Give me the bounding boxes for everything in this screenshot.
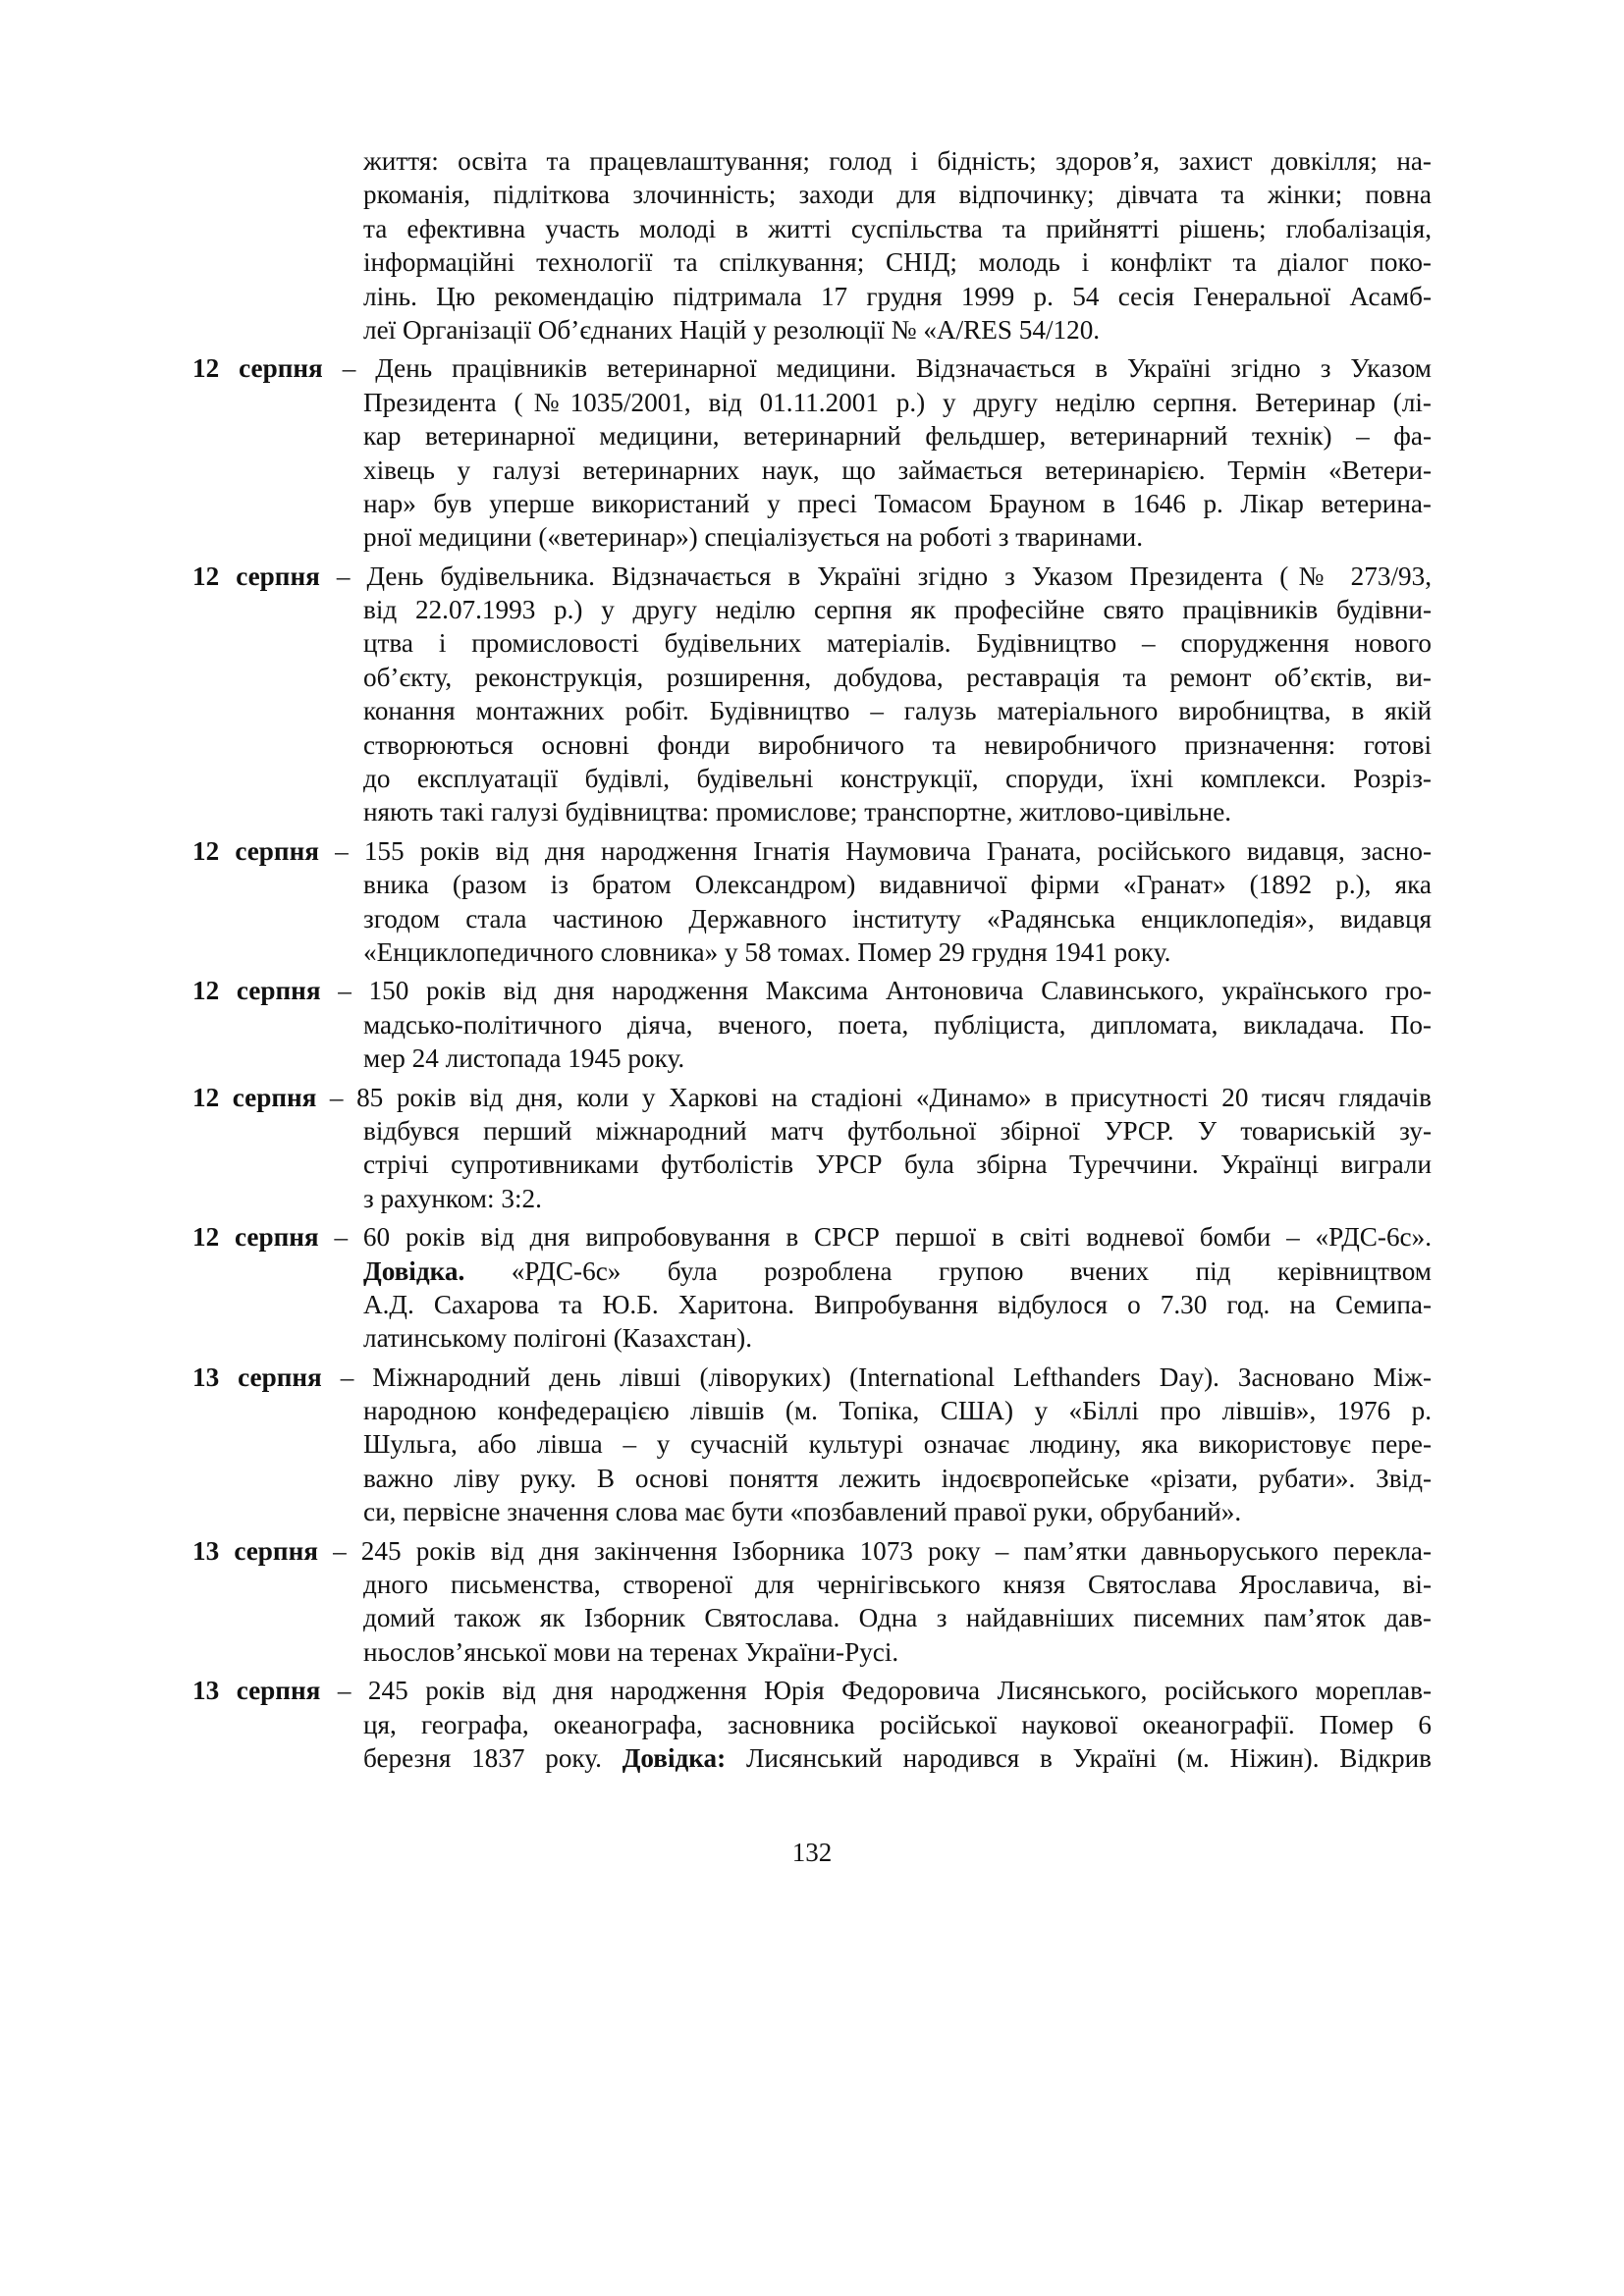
text-segment: березня 1837 року. xyxy=(363,1742,623,1773)
entry-note-line xyxy=(192,1255,1432,1288)
calendar-entry xyxy=(192,1361,1432,1529)
entry-heading-text: – 85 років від дня, коли у Харкові на стадіоні «Динамо» в присутності 20 тисяч глядачів xyxy=(316,1082,1433,1112)
note-label: Довідка. xyxy=(363,1255,465,1286)
entry-heading-text: – 245 років від дня народження Юрія Федоровича Лисянського, російського мореплав- xyxy=(320,1676,1433,1706)
page-number: 132 xyxy=(791,1838,833,1867)
text-line: латинському полігоні (Казахстан). xyxy=(363,1323,753,1354)
text-line: конання монтажних робіт. Будівництво – галузь матеріального виробництва, в якій xyxy=(363,696,1432,726)
text-line: та ефективна участь молоді в житті суспільства та прийнятті рішень; глобалізація, xyxy=(363,213,1432,243)
entry-first-line xyxy=(192,1361,1432,1394)
entry-heading-text: – 150 років від дня народження Максима Антоновича Славинського, українського гро- xyxy=(320,976,1433,1006)
text-line: відбувся перший міжнародний матч футбольної збірної УРСР. У товариській зу- xyxy=(363,1115,1432,1146)
text-line: А.Д. Сахарова та Ю.Б. Харитона. Випробування відбулося о 7.30 год. на Семипа- xyxy=(363,1289,1432,1319)
note-text: Лисянський народився в Україні (м. Ніжин). Відкрив xyxy=(726,1742,1432,1773)
entry-date: 12 серпня xyxy=(192,976,321,1006)
text-line: «Енциклопедичного словника» у 58 томах. Помер 29 грудня 1941 року. xyxy=(363,936,1171,967)
calendar-entry xyxy=(192,1081,1432,1216)
calendar-entry xyxy=(192,1220,1432,1356)
text-line: няють такі галузі будівництва: промислове; транспортне, житлово-цивільне. xyxy=(363,797,1232,828)
entry-date: 13 серпня xyxy=(192,1676,321,1706)
text-line: створюються основні фонди виробничого та невиробничого призначення: готові xyxy=(363,729,1432,760)
text-line: вника (разом із братом Олександром) видавничої фірми «Гранат» (1892 р.), яка xyxy=(363,870,1432,900)
text-line: лінь. Цю рекомендацію підтримала 17 грудня 1999 р. 54 сесія Генеральної Асамб- xyxy=(363,281,1432,311)
entry-first-line xyxy=(192,351,1432,385)
entry-heading-text: – 245 років від дня закінчення Ізборника 1073 року – пам’ятки давньоруського перекла- xyxy=(317,1535,1433,1566)
note-text: «РДС-6с» була розроблена групою вчених під керівництвом xyxy=(464,1255,1432,1286)
calendar-entry xyxy=(192,974,1432,1075)
entry-date: 12 серпня xyxy=(192,1082,317,1112)
text-line: до експлуатації будівлі, будівельні конструкції, споруди, їхні комплекси. Розріз- xyxy=(363,764,1432,794)
intro-paragraph xyxy=(192,144,1432,347)
entry-first-line xyxy=(192,560,1432,593)
text-line: си, первісне значення слова має бути «позбавлений правої руки, обрубаний». xyxy=(363,1497,1242,1527)
note-label: Довідка: xyxy=(622,1742,727,1773)
entry-first-line xyxy=(192,1220,1432,1254)
text-line: кар ветеринарної медицини, ветеринарний фельдшер, ветеринарний технік) – фа- xyxy=(363,421,1432,452)
entry-heading-text: – День будівельника. Відзначається в Україні згідно з Указом Президента (№ 273/93, xyxy=(319,561,1432,591)
entry-first-line xyxy=(192,1081,1432,1114)
text-line: ця, географа, океанографа, засновника російської наукової океанографії. Помер 6 xyxy=(363,1709,1432,1739)
text-line: об’єкту, реконструкція, розширення, добудова, реставрація та ремонт об’єктів, ви- xyxy=(363,662,1432,692)
text-line: Президента (№1035/2001, від 01.11.2001 р.) у другу неділю серпня. Ветеринар (лі- xyxy=(363,387,1432,417)
entry-first-line xyxy=(192,1674,1432,1707)
calendar-entry xyxy=(192,560,1432,829)
text-line: цтва і промисловості будівельних матеріалів. Будівництво – спорудження нового xyxy=(363,628,1432,659)
text-line: стрічі супротивниками футболістів УРСР була збірна Туреччини. Українці виграли xyxy=(363,1149,1432,1180)
calendar-entry xyxy=(192,351,1432,554)
text-line: ркоманія, підліткова злочинність; заходи для відпочинку; дівчата та жінки; повна xyxy=(363,180,1432,210)
text-line: рної медицини («ветеринар») спеціалізується на роботі з тваринами. xyxy=(363,522,1143,553)
text-line: мер 24 листопада 1945 року. xyxy=(363,1043,685,1074)
text-line: згодом стала частиною Державного інституту «Радянська енциклопедія», видавця xyxy=(363,903,1432,934)
calendar-entry xyxy=(192,834,1432,970)
page-body xyxy=(192,144,1432,1775)
entry-note-line xyxy=(192,1741,1432,1775)
text-line: дного письменства, створеної для чернігівського князя Святослава Ярославича, ві- xyxy=(363,1570,1432,1600)
text-line: важно ліву руку. В основі поняття лежить індоєвропейське «різати, рубати». Звід- xyxy=(363,1463,1432,1493)
text-line: мадсько-політичного діяча, вченого, поета, публіциста, дипломата, викладача. По- xyxy=(363,1009,1432,1040)
entry-date: 12 серпня xyxy=(192,353,323,384)
entry-heading-text: – Міжнародний день лівші (ліворуких) (International Lefthanders Day). Засновано Між- xyxy=(321,1362,1433,1392)
entry-heading-text: – 60 років від дня випробовування в СРСР першої в світі водневої бомби – «РДС-6с». xyxy=(318,1222,1432,1253)
text-line: домий також як Ізборник Святослава. Одна з найдавніших писемних пам’яток дав- xyxy=(363,1603,1432,1633)
calendar-entry xyxy=(192,1534,1432,1670)
entry-date: 12 серпня xyxy=(192,1222,319,1253)
text-line: від 22.07.1993 р.) у другу неділю серпня як професійне свято працівників будівни- xyxy=(363,595,1432,625)
text-line: народною конфедерацією лівшів (м. Топіка, США) у «Біллі про лівшів», 1976 р. xyxy=(363,1396,1432,1426)
entry-date: 12 серпня xyxy=(192,835,319,866)
text-line: життя: освіта та працевлаштування; голод і бідність; здоров’я, захист довкілля; на- xyxy=(363,146,1432,176)
text-line: з рахунком: 3:2. xyxy=(363,1183,542,1213)
entry-heading-text: – День працівників ветеринарної медицини. Відзначається в Україні згідно з Указом xyxy=(322,353,1433,384)
text-line: Шульга, або лівша – у сучасній культурі означає людину, яка використовує пере- xyxy=(363,1429,1432,1460)
text-line: нар» був уперше використаний у пресі Томасом Брауном в 1646 р. Лікар ветерина- xyxy=(363,488,1432,518)
entry-heading-text: – 155 років від дня народження Ігнатія Наумовича Граната, російського видавця, засно- xyxy=(318,835,1433,866)
entry-first-line xyxy=(192,974,1432,1007)
entry-date: 13 серпня xyxy=(192,1362,322,1392)
text-line: хівець у галузі ветеринарних наук, що займається ветеринарією. Термін «Ветери- xyxy=(363,454,1432,485)
text-line: інформаційні технології та спілкування; СНІД; молодь і конфлікт та діалог поко- xyxy=(363,247,1432,278)
text-line: ньослов’янської мови на теренах України-Русі. xyxy=(363,1636,899,1667)
entry-date: 13 серпня xyxy=(192,1535,318,1566)
calendar-entry xyxy=(192,1674,1432,1775)
entry-date: 12 серпня xyxy=(192,561,320,591)
entry-first-line xyxy=(192,1534,1432,1568)
entry-first-line xyxy=(192,834,1432,868)
text-line: леї Організації Об’єднаних Націй у резолюції № «A/RES 54/120. xyxy=(363,314,1101,345)
